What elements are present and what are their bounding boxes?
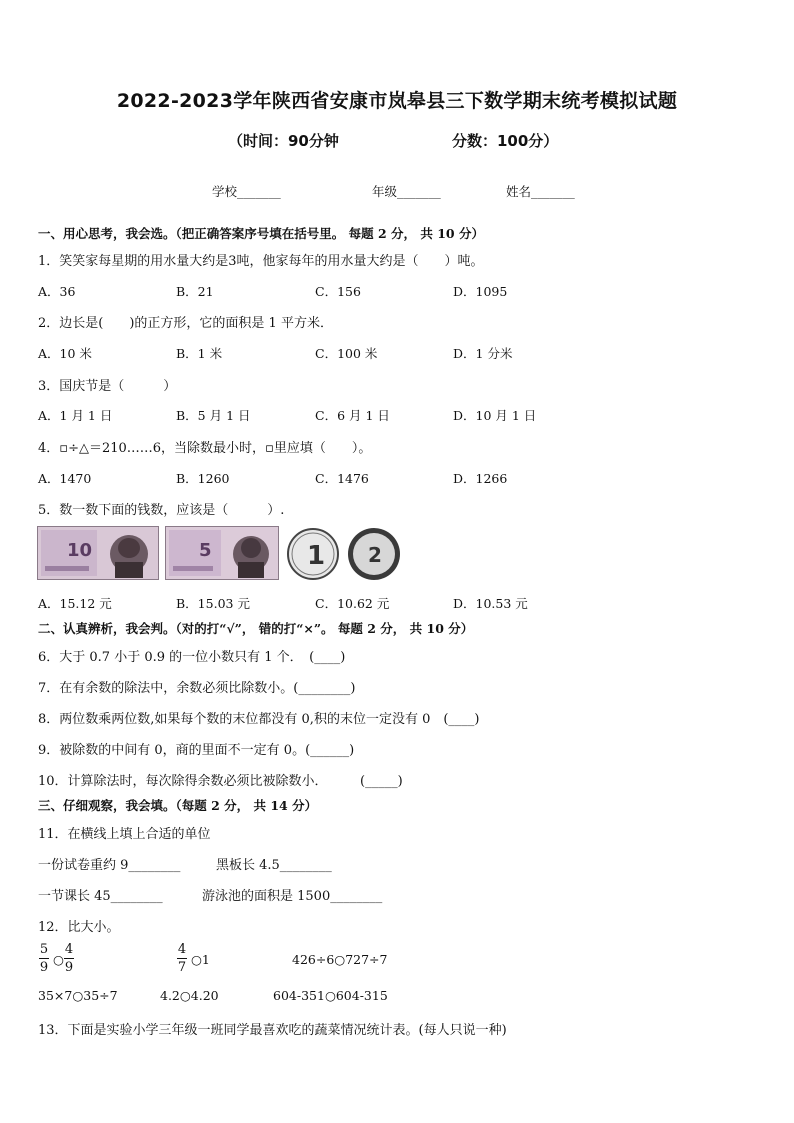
fraction-denominator: 7	[177, 960, 187, 975]
question-4: 4．▫÷△＝210……6，当除数最小时，▫里应填（ ）。	[38, 441, 372, 456]
fraction-denominator: 9	[39, 960, 49, 975]
question-8: 8．两位数乘两位数,如果每个数的末位都没有 0,积的末位一定没有 0 (____)	[38, 712, 480, 727]
q11-item-a: 一份试卷重约 9________	[38, 858, 181, 873]
question-11: 11．在横线上填上合适的单位	[38, 827, 211, 842]
fraction-4-9	[64, 942, 74, 975]
fraction-numerator: 4	[64, 942, 74, 957]
q1-option-d: D．1095	[453, 284, 508, 299]
question-12: 12．比大小。	[38, 920, 120, 935]
compare-circle: ○	[53, 952, 64, 967]
q1-option-c: C．156	[315, 284, 361, 299]
q4-option-c: C．1476	[315, 471, 369, 486]
q11-item-c: 一节课长 45________	[38, 889, 163, 904]
q5-option-a: A．15.12 元	[38, 596, 112, 611]
fraction-numerator: 5	[39, 942, 49, 957]
compare-with-one: ○1	[191, 952, 210, 967]
q11-item-b: 黑板长 4.5________	[216, 858, 332, 873]
question-3: 3．国庆节是（ ）	[38, 379, 177, 394]
q3-option-b: B．5 月 1 日	[176, 408, 251, 423]
compare-expression-2: 35×7○35÷7	[38, 988, 118, 1003]
q2-option-a: A．10 米	[38, 346, 92, 361]
one-yuan-coin-image	[286, 526, 342, 582]
grade-field: 年级_______	[372, 184, 441, 199]
q5-option-c: C．10.62 元	[315, 596, 390, 611]
q5-option-d: D．10.53 元	[453, 596, 528, 611]
q11-item-d: 游泳池的面积是 1500________	[202, 889, 383, 904]
question-13: 13．下面是实验小学三年级一班同学最喜欢吃的蔬菜情况统计表。(每人只说一种)	[38, 1023, 507, 1038]
q4-option-a: A．1470	[38, 471, 92, 486]
question-6: 6．大于 0.7 小于 0.9 的一位小数只有 1 个． (____)	[38, 650, 346, 665]
fraction-numerator: 4	[177, 942, 187, 957]
fraction-denominator: 9	[64, 960, 74, 975]
compare-expression-3: 4.2○4.20	[160, 988, 219, 1003]
q1-option-b: B．21	[176, 284, 214, 299]
name-field: 姓名_______	[506, 184, 575, 199]
note-5-denomination: 5	[199, 540, 212, 561]
section-2-heading: 二、认真辨析，我会判。（对的打“√”， 错的打“×”。 每题 2 分， 共 10 分）	[38, 621, 474, 636]
question-9: 9．被除数的中间有 0，商的里面不一定有 0。(______)	[38, 743, 355, 758]
q3-option-a: A．1 月 1 日	[38, 408, 113, 423]
compare-expression-4: 604-351○604-315	[273, 988, 388, 1003]
coin-2-denomination: 2	[368, 543, 382, 567]
q3-option-d: D．10 月 1 日	[453, 408, 537, 423]
five-yuan-banknote-image	[165, 526, 279, 580]
q4-option-d: D．1266	[453, 471, 508, 486]
fraction-bar	[64, 958, 74, 959]
question-5: 5．数一数下面的钱数，应该是（ ）.	[38, 503, 285, 518]
note-10-denomination: 10	[67, 540, 93, 561]
page-title: 2022-2023学年陕西省安康市岚皋县三下数学期末统考模拟试题	[116, 90, 678, 112]
question-7: 7．在有余数的除法中，余数必须比除数小。(________)	[38, 681, 356, 696]
fraction-bar	[177, 958, 187, 959]
question-1: 1．笑笑家每星期的用水量大约是3吨，他家每年的用水量大约是（ ）吨。	[38, 254, 484, 269]
exam-time: （时间：90分钟	[228, 132, 339, 150]
q2-option-d: D．1 分米	[453, 346, 513, 361]
fraction-4-7	[177, 942, 187, 975]
fraction-5-9	[39, 942, 49, 975]
q2-option-b: B．1 米	[176, 346, 223, 361]
compare-expression-1: 426÷6○727÷7	[292, 952, 388, 967]
q2-option-c: C．100 米	[315, 346, 378, 361]
coin-1-denomination: 1	[307, 541, 326, 571]
ten-yuan-banknote-image	[37, 526, 159, 580]
q4-option-b: B．1260	[176, 471, 230, 486]
fraction-bar	[39, 958, 49, 959]
question-2: 2．边长是( )的正方形，它的面积是 1 平方米．	[38, 316, 333, 331]
section-1-heading: 一、用心思考，我会选。（把正确答案序号填在括号里。 每题 2 分， 共 10 分）	[38, 226, 484, 241]
question-10: 10．计算除法时，每次除得余数必须比被除数小． (_____)	[38, 774, 403, 789]
exam-score: 分数：100分）	[452, 132, 559, 150]
q5-option-b: B．15.03 元	[176, 596, 250, 611]
q1-option-a: A．36	[38, 284, 76, 299]
section-3-heading: 三、仔细观察，我会填。（每题 2 分， 共 14 分）	[38, 798, 318, 813]
school-field: 学校_______	[212, 184, 281, 199]
q3-option-c: C．6 月 1 日	[315, 408, 390, 423]
two-fen-coin-image	[346, 526, 402, 582]
